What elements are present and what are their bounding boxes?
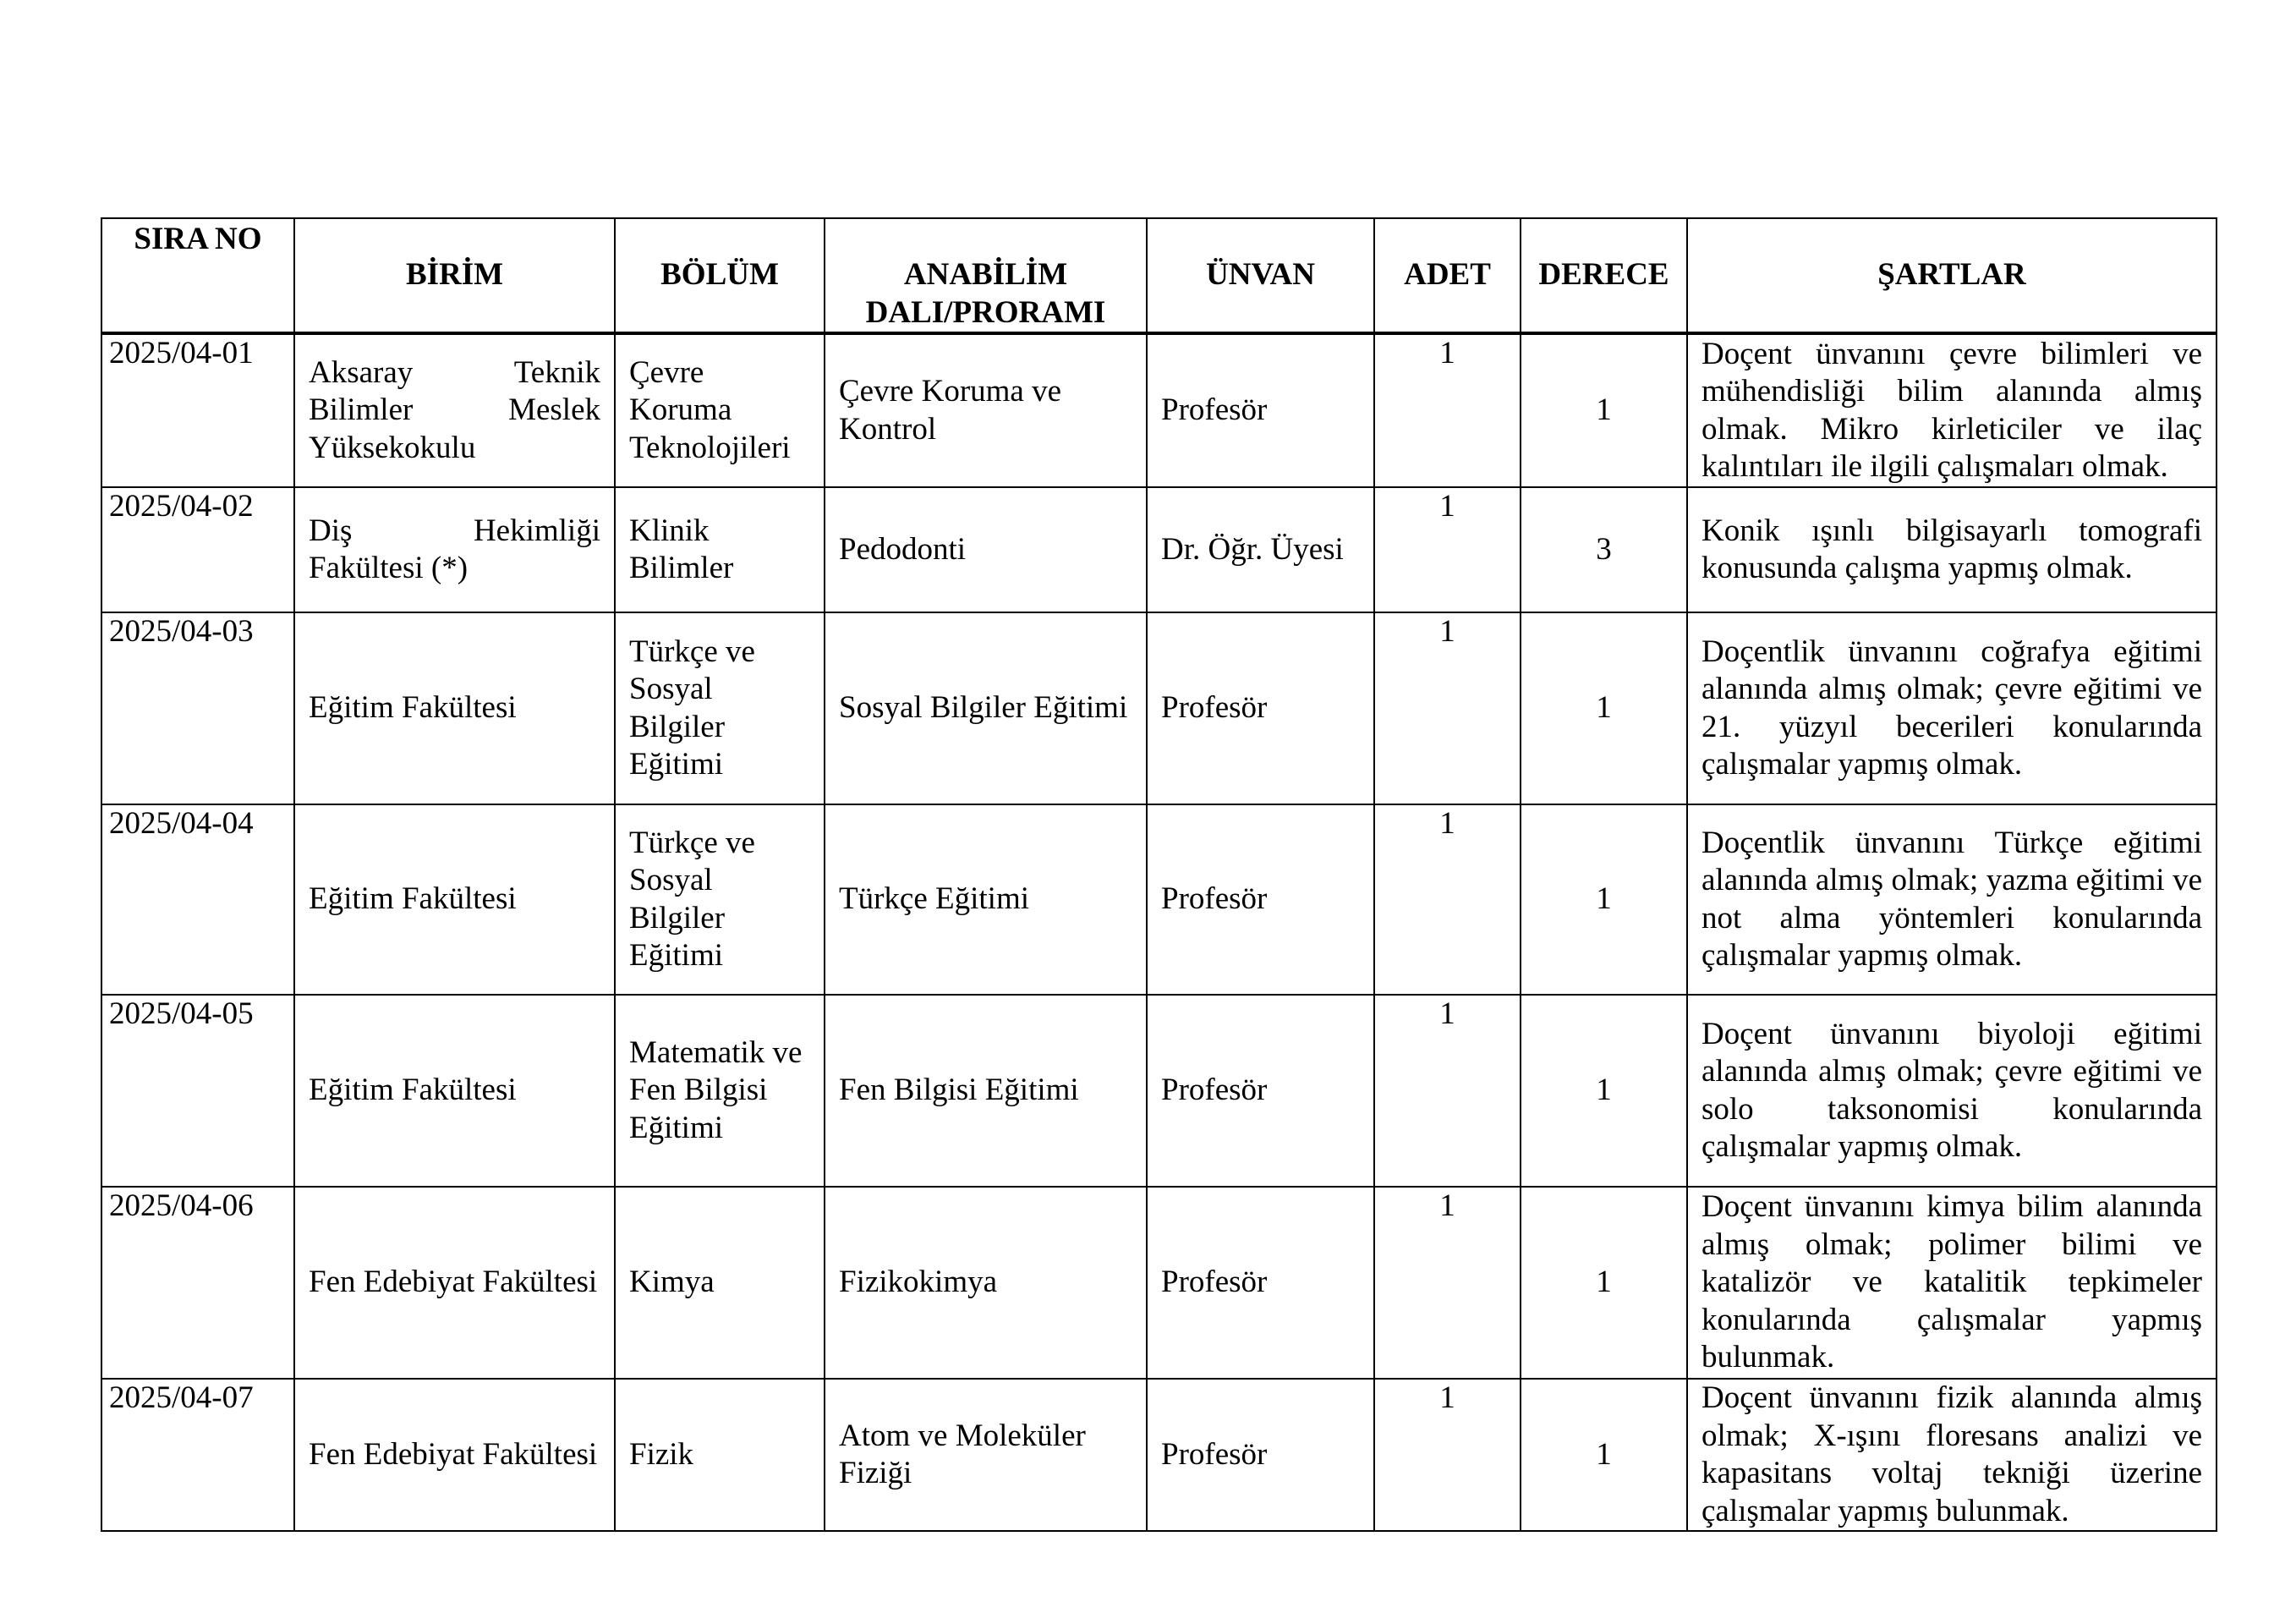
- cell-sira-no: 2025/04-01: [101, 333, 294, 487]
- cell-unvan: Profesör: [1147, 804, 1374, 995]
- cell-sartlar: Doçentlik ünvanını coğrafya eğitimi alanında almış olmak; çevre eğitimi ve 21. yüzyıl becerileri konularında çalışmalar yapmış olmak.: [1687, 612, 2217, 804]
- header-anabilim: ANABİLİM DALI/PRORAMI: [825, 218, 1147, 333]
- cell-adet: 1: [1374, 804, 1521, 995]
- cell-birim: Eğitim Fakültesi: [294, 995, 615, 1187]
- cell-anabilim: Atom ve Moleküler Fiziği: [825, 1379, 1147, 1531]
- cell-sartlar: Doçent ünvanını çevre bilimleri ve mühendisliği bilim alanında almış olmak. Mikro kirleticiler ve ilaç kalıntıları ile ilgili çalışmaları olmak.: [1687, 333, 2217, 487]
- cell-sira-no: 2025/04-04: [101, 804, 294, 995]
- cell-bolum: Türkçe ve Sosyal Bilgiler Eğitimi: [615, 804, 825, 995]
- cell-bolum: Çevre Koruma Teknolojileri: [615, 333, 825, 487]
- cell-unvan: Profesör: [1147, 333, 1374, 487]
- cell-birim: Aksaray Teknik Bilimler Meslek Yüksekokulu: [294, 333, 615, 487]
- cell-sira-no: 2025/04-06: [101, 1187, 294, 1379]
- table-row: [101, 333, 2217, 487]
- cell-adet: 1: [1374, 995, 1521, 1187]
- table-row: [101, 995, 2217, 1187]
- cell-sartlar: Doçentlik ünvanını Türkçe eğitimi alanında almış olmak; yazma eğitimi ve not alma yöntemleri konularında çalışmalar yapmış olmak.: [1687, 804, 2217, 995]
- cell-derece: 1: [1521, 995, 1687, 1187]
- cell-unvan: Profesör: [1147, 995, 1374, 1187]
- cell-birim: Diş Hekimliği Fakültesi (*): [294, 487, 615, 612]
- cell-unvan: Profesör: [1147, 1187, 1374, 1379]
- cell-unvan: Dr. Öğr. Üyesi: [1147, 487, 1374, 612]
- cell-sartlar: Doçent ünvanını biyoloji eğitimi alanında almış olmak; çevre eğitimi ve solo taksonomisi konularında çalışmalar yapmış olmak.: [1687, 995, 2217, 1187]
- cell-sira-no: 2025/04-07: [101, 1379, 294, 1531]
- cell-adet: 1: [1374, 1187, 1521, 1379]
- cell-sira-no: 2025/04-03: [101, 612, 294, 804]
- cell-sira-no: 2025/04-02: [101, 487, 294, 612]
- cell-anabilim: Fizikokimya: [825, 1187, 1147, 1379]
- header-bolum: BÖLÜM: [615, 218, 825, 333]
- cell-unvan: Profesör: [1147, 612, 1374, 804]
- table-row: [101, 1187, 2217, 1379]
- cell-anabilim: Sosyal Bilgiler Eğitimi: [825, 612, 1147, 804]
- cell-derece: 1: [1521, 1187, 1687, 1379]
- header-derece: DERECE: [1521, 218, 1687, 333]
- cell-anabilim: Fen Bilgisi Eğitimi: [825, 995, 1147, 1187]
- cell-derece: 1: [1521, 333, 1687, 487]
- cell-unvan: Profesör: [1147, 1379, 1374, 1531]
- cell-derece: 1: [1521, 1379, 1687, 1531]
- cell-adet: 1: [1374, 333, 1521, 487]
- cell-bolum: Fizik: [615, 1379, 825, 1531]
- table-row: [101, 1379, 2217, 1531]
- header-sira-no: SIRA NO: [101, 218, 294, 333]
- cell-adet: 1: [1374, 487, 1521, 612]
- cell-birim: Fen Edebiyat Fakültesi: [294, 1379, 615, 1531]
- cell-birim: Fen Edebiyat Fakültesi: [294, 1187, 615, 1379]
- cell-anabilim: Türkçe Eğitimi: [825, 804, 1147, 995]
- cell-derece: 1: [1521, 804, 1687, 995]
- cell-birim: Eğitim Fakültesi: [294, 612, 615, 804]
- table-row: [101, 804, 2217, 995]
- table-row: [101, 612, 2217, 804]
- cell-bolum: Türkçe ve Sosyal Bilgiler Eğitimi: [615, 612, 825, 804]
- header-adet: ADET: [1374, 218, 1521, 333]
- cell-sartlar: Konik ışınlı bilgisayarlı tomografi konusunda çalışma yapmış olmak.: [1687, 487, 2217, 612]
- table-row: [101, 487, 2217, 612]
- cell-sartlar: Doçent ünvanını fizik alanında almış olmak; X-ışını floresans analizi ve kapasitans voltaj tekniği üzerine çalışmalar yapmış bulunmak.: [1687, 1379, 2217, 1531]
- cell-adet: 1: [1374, 1379, 1521, 1531]
- header-sartlar: ŞARTLAR: [1687, 218, 2217, 333]
- header-row: [101, 218, 2217, 333]
- cell-sartlar: Doçent ünvanını kimya bilim alanında almış olmak; polimer bilimi ve katalizör ve katalitik tepkimeler konularında çalışmalar yapmış bulunmak.: [1687, 1187, 2217, 1379]
- cell-anabilim: Çevre Koruma ve Kontrol: [825, 333, 1147, 487]
- cell-birim: Eğitim Fakültesi: [294, 804, 615, 995]
- cell-derece: 1: [1521, 612, 1687, 804]
- cell-adet: 1: [1374, 612, 1521, 804]
- cell-bolum: Matematik ve Fen Bilgisi Eğitimi: [615, 995, 825, 1187]
- cell-anabilim: Pedodonti: [825, 487, 1147, 612]
- cell-derece: 3: [1521, 487, 1687, 612]
- cell-bolum: Kimya: [615, 1187, 825, 1379]
- cell-bolum: Klinik Bilimler: [615, 487, 825, 612]
- positions-table: [101, 217, 2217, 1532]
- cell-sira-no: 2025/04-05: [101, 995, 294, 1187]
- header-unvan: ÜNVAN: [1147, 218, 1374, 333]
- header-birim: BİRİM: [294, 218, 615, 333]
